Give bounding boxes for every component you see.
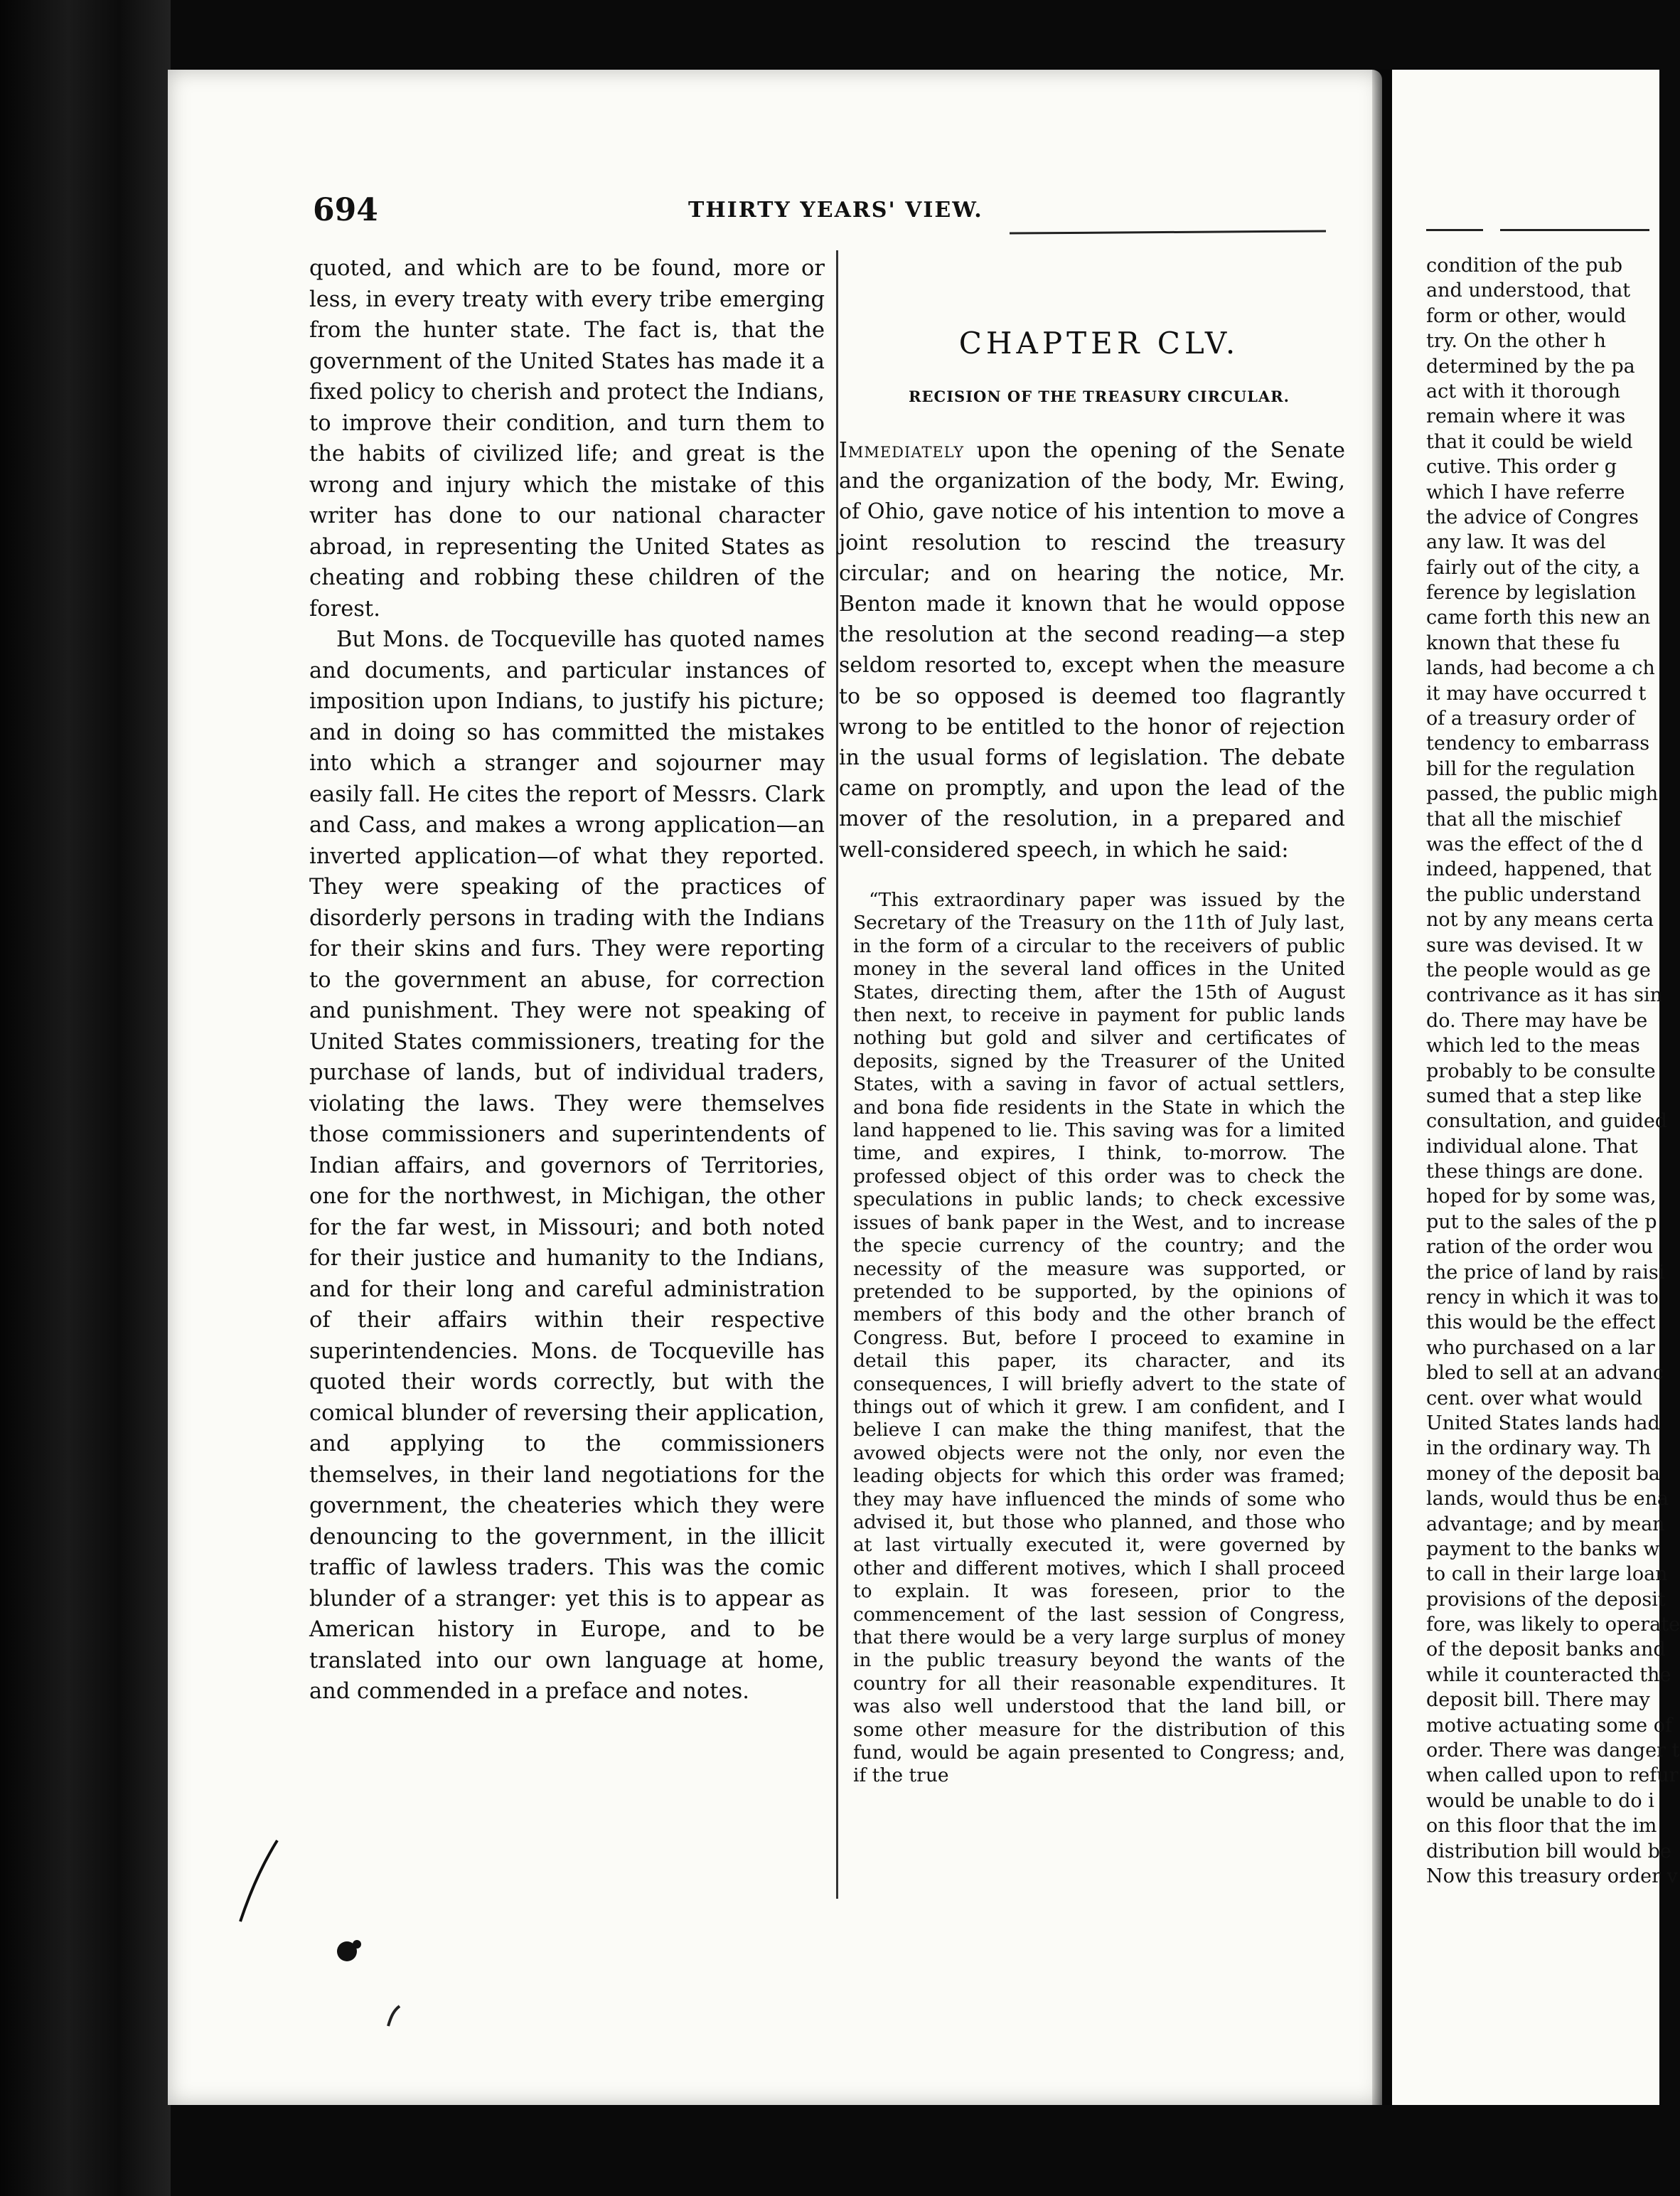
right-page-line: who purchased on a lar — [1426, 1336, 1655, 1359]
right-page-line: when called upon to refur — [1426, 1764, 1679, 1787]
right-page-line: consultation, and guided — [1426, 1110, 1668, 1133]
intro-lead-word: Immediately — [839, 438, 965, 463]
right-page-line: in the ordinary way. Th — [1426, 1437, 1652, 1460]
page-number: 694 — [313, 192, 378, 228]
right-page-line: Now this treasury order v — [1426, 1865, 1678, 1887]
right-page-line: try. On the other h — [1426, 330, 1606, 353]
chapter-title: CHAPTER CLV. — [958, 326, 1240, 361]
right-page-line: came forth this new an — [1426, 607, 1651, 629]
right-page-line: indeed, happened, that — [1426, 858, 1652, 881]
right-page-line: lands, would thus be ena — [1426, 1488, 1669, 1510]
right-page-line: remain where it was — [1426, 405, 1626, 428]
right-page-line: sure was devised. It w — [1426, 934, 1644, 956]
right-page-line: was the effect of the d — [1426, 833, 1644, 856]
right-page-line: cent. over what would — [1426, 1387, 1643, 1409]
right-page-rule-right — [1500, 229, 1649, 231]
book-spine — [0, 0, 171, 2196]
right-page-line: the price of land by raisi — [1426, 1261, 1665, 1284]
right-page-line: rency in which it was to — [1426, 1286, 1659, 1309]
ink-speck — [384, 2002, 405, 2030]
right-page-line: hoped for by some was, — [1426, 1185, 1657, 1208]
right-page-line: passed, the public migh — [1426, 783, 1659, 806]
right-page-line: not by any means certa — [1426, 909, 1654, 932]
right-page-line: the public understand — [1426, 883, 1642, 906]
chapter-subtitle: RECISION OF THE TREASURY CIRCULAR. — [909, 388, 1290, 405]
margin-pencil-mark — [235, 1835, 284, 1927]
running-title: THIRTY YEARS' VIEW. — [688, 198, 983, 223]
right-page-line: to call in their large loan — [1426, 1563, 1668, 1586]
right-page-line: cutive. This order g — [1426, 456, 1617, 479]
right-page-line: which I have referre — [1426, 481, 1625, 503]
right-page-line: that all the mischief — [1426, 808, 1621, 831]
right-page-line: individual alone. That — [1426, 1135, 1638, 1158]
right-page-line: sumed that a step like — [1426, 1084, 1642, 1107]
right-page-line: order. There was danger t — [1426, 1739, 1680, 1762]
right-page-line: fore, was likely to operate — [1426, 1614, 1680, 1636]
right-page-line: condition of the pub — [1426, 255, 1622, 277]
right-page-line: contrivance as it has sin — [1426, 984, 1662, 1007]
right-page-line: ference by legislation — [1426, 582, 1637, 604]
left-paragraph-2: But Mons. de Tocqueville has quoted names and documents, and particular instances of imposition upon Indians, to justify his picture; and in doing so has committed the mistakes into which a stranger and sojourner may easily fall. He cites the report of Messrs. Clark and Cass, and makes a wrong application—an inverted application—of what they reported. They were speaking of the practices of disorderly persons in trading with the Indians for their skins and furs. They were reporting to the government an abuse, for correction and punishment. They were not speaking of United States commissioners, treating for the purchase of lands, but of individual traders, violating the laws. They were themselves those commissioners and superintendents of Indian affairs, and governors of Territories, one for the northwest, in Michigan, the other for the far west, in Missouri; and both noted for their justice and humanity to the Indians, and for their long and careful administration of their affairs within their respective superintendencies. Mons. de Tocqueville has quoted their words correctly, but with the comical blunder of reversing their application, and applying to the commissioners themselves, in their land negotiations for the government, the cheateries which they were denouncing to the government, in the illicit traffic of lawless traders. This was the comic blunder of a stranger: yet this is to appear as American history in Europe, and to be translated into our own language at home, and commended in a preface and notes. — [309, 627, 825, 1704]
right-page-line: tendency to embarrass — [1426, 732, 1650, 755]
speech-quote-text: “This extraordinary paper was issued by the Secretary of the Treasury on the 11th of July last, in the form of a circular to the receivers of public money in the several land offices in the United States, directing them, after the 15th of August then next, to receive in payment for public lands nothing but gold and silver and certificates of deposits, signed by the Treasurer of the United States, with a saving in favor of actual settlers, and bona fide residents in the State in which the land happened to lie. This saving was for a limited time, and expires, I think, to-morrow. The professed object of this order was to check the speculations in public lands; to check excessive issues of bank paper in the West, and to increase the specie currency of the country; and the necessity of the measure was supported, or pretended to be supported, by the opinions of members of this body and the other branch of Congress. But, before I proceed to examine in detail this paper, its character, and its consequences, I will briefly advert to the state of things out of which it grew. I am confident, and I believe I can make the thing manifest, that the avowed objects were not the only, nor even the leading objects for which this order was framed; they may have influenced the minds of some who advised it, but those who planned, and those who at last virtually executed it, were governed by other and different motives, which I shall proceed to explain. It was foreseen, prior to the commencement of the last session of Congress, that there would be a very large surplus of money in the public treasury beyond the wants of the country for all their reasonable expenditures. It was also well understood that the land bill, or some other measure for the distribution of this fund, would be again presented to Congress; and, if the true — [853, 889, 1345, 1787]
right-page-rule-left — [1426, 229, 1483, 231]
chapter-intro-paragraph — [839, 435, 1345, 865]
right-page-line: would be unable to do i — [1426, 1789, 1654, 1812]
right-page-line: motive actuating some of — [1426, 1714, 1672, 1737]
right-page-line: bled to sell at an advanc — [1426, 1362, 1664, 1385]
intro-text: upon the opening of the Senate and the organization of the body, Mr. Ewing, of Ohio, gave notice of his intention to move a joint resolution to rescind the treasury circular; and on hearing the notice, Mr. Benton made it known that he would oppose the resolution at the second reading—a step seldom resorted to, except when the measure to be so opposed is deemed too flagrantly wrong to be entitled to the honor of rejection in the usual forms of legislation. The debate came on promptly, and upon the lead of the mover of the resolution, in a prepared and well-considered speech, in which he said: — [839, 438, 1345, 863]
right-page-line: known that these fu — [1426, 631, 1620, 654]
right-page-line: on this floor that the im — [1426, 1815, 1657, 1838]
right-page-line: this would be the effect — [1426, 1311, 1656, 1334]
column-divider — [836, 250, 838, 1899]
right-page-line: these things are done. — [1426, 1161, 1644, 1183]
right-page-line: form or other, would — [1426, 304, 1627, 327]
right-page-line: it may have occurred t — [1426, 682, 1647, 705]
right-page-line: lands, had become a ch — [1426, 657, 1655, 680]
right-page-line: provisions of the deposit — [1426, 1588, 1666, 1611]
right-page-line: put to the sales of the p — [1426, 1210, 1657, 1233]
right-page-line: deposit bill. There may — [1426, 1689, 1650, 1712]
right-page-line: do. There may have be — [1426, 1009, 1648, 1032]
right-page-line: the people would as ge — [1426, 959, 1651, 981]
right-page-line: ration of the order wou — [1426, 1236, 1654, 1259]
right-page-line: which led to the meas — [1426, 1035, 1640, 1057]
right-page-line: United States lands had — [1426, 1412, 1660, 1434]
right-page-line: of a treasury order of — [1426, 708, 1635, 730]
right-page-line: fairly out of the city, a — [1426, 556, 1640, 579]
chapter-intro — [839, 435, 1345, 865]
right-page-line: of the deposit banks and — [1426, 1638, 1666, 1661]
left-paragraph-1: quoted, and which are to be found, more or less, in every treaty with every tribe emerging from the hunter state. The fact is, that the government of the United States has made it a fixed policy to cherish and protect the Indians, to improve their condition, and turn them to the habits of civilized life; and great is the wrong and injury which the mistake of this writer has done to our national character abroad, in representing the United States as cheating and robbing these children of the forest. — [309, 256, 825, 622]
left-column — [309, 253, 825, 1707]
right-page-line: distribution bill would be — [1426, 1840, 1671, 1862]
right-page-line: advantage; and by mean — [1426, 1513, 1665, 1535]
ink-blot — [327, 1934, 370, 1970]
right-page-line: determined by the pa — [1426, 355, 1635, 378]
right-page-line: money of the deposit ba — [1426, 1462, 1660, 1485]
right-page-line: any law. It was del — [1426, 531, 1606, 554]
right-page-line: act with it thorough — [1426, 380, 1621, 403]
right-page-line: bill for the regulation — [1426, 757, 1635, 780]
right-page-line: while it counteracted the — [1426, 1663, 1671, 1686]
right-page-line: and understood, that — [1426, 279, 1631, 302]
right-page-line: probably to be consulte — [1426, 1060, 1656, 1082]
right-page-column — [1426, 253, 1680, 1889]
right-page-line: payment to the banks w — [1426, 1537, 1660, 1560]
right-page-line: that it could be wield — [1426, 430, 1633, 453]
speech-quote — [853, 889, 1345, 1788]
right-page-line: the advice of Congres — [1426, 506, 1639, 528]
